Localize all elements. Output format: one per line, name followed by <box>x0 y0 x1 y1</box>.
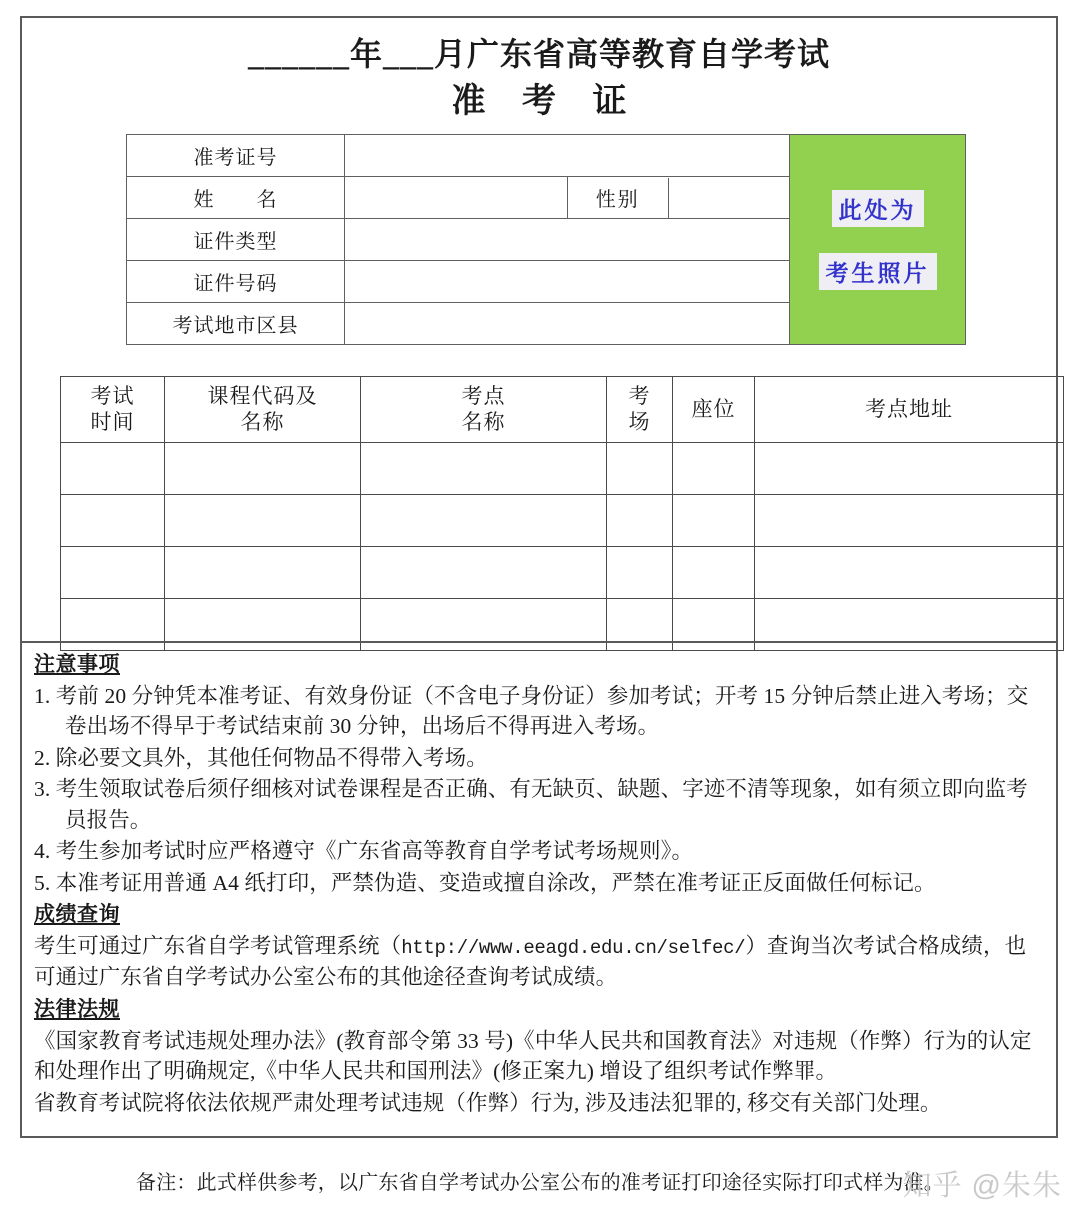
value-name[interactable] <box>345 177 568 219</box>
table-row <box>61 495 1064 547</box>
cell-room[interactable] <box>607 495 673 547</box>
page-title-line2: 准 考 证 <box>451 83 641 120</box>
cell-address[interactable] <box>755 443 1064 495</box>
table-row <box>61 547 1064 599</box>
cell-address[interactable] <box>755 547 1064 599</box>
cell-site-name[interactable] <box>361 495 607 547</box>
watermark: 知乎 @朱朱 <box>902 1170 1062 1202</box>
col-header-room-l1: 考 <box>628 383 651 408</box>
page-title-line1: ______年___月广东省高等教育自学考试 <box>247 36 830 72</box>
col-header-seat-l1: 座位 <box>691 396 736 421</box>
score-query-text-before: 考生可通过广东省自学考试管理系统（ <box>34 934 402 959</box>
label-exam-district: 考试地市区县 <box>127 303 345 345</box>
label-id-type: 证件类型 <box>127 219 345 261</box>
cell-room[interactable] <box>607 443 673 495</box>
label-name: 姓 名 <box>127 177 345 219</box>
cell-course[interactable] <box>165 443 361 495</box>
candidate-info-table <box>126 134 966 345</box>
col-header-course <box>165 377 361 443</box>
value-gender[interactable] <box>668 178 789 218</box>
cell-address[interactable] <box>755 495 1064 547</box>
title-block <box>22 18 1056 123</box>
table-header-row <box>61 377 1064 443</box>
section-divider <box>22 641 1056 643</box>
col-header-room-l2: 场 <box>628 409 651 434</box>
admission-ticket-document <box>20 16 1058 1138</box>
table-row <box>61 443 1064 495</box>
cell-seat[interactable] <box>673 443 755 495</box>
cell-course[interactable] <box>165 495 361 547</box>
footer-note: 备注：此式样供参考，以广东省自学考试办公室公布的准考证打印途径实际打印式样为准。 <box>136 1172 944 1194</box>
score-query-url[interactable]: http://www.eeagd.edu.cn/selfec/ <box>401 937 746 960</box>
cell-exam-time[interactable] <box>61 547 165 599</box>
cell-site-name[interactable] <box>361 547 607 599</box>
photo-placeholder-line2: 考生照片 <box>819 253 937 290</box>
col-header-site-name-l1: 考点 <box>461 383 506 408</box>
photo-placeholder-line1: 此处为 <box>832 190 924 227</box>
notice-item-3: 3. 考生领取试卷后须仔细核对试卷课程是否正确、有无缺页、缺题、字迹不清等现象，如有须立即向监考员报告。 <box>34 777 1028 832</box>
cell-exam-time[interactable] <box>61 495 165 547</box>
score-query-text-after: ）查询当次考试合格成绩，也可通过广东省自学考试办公室公布的其他途径查询考试成绩。 <box>34 934 1027 990</box>
value-admission-number[interactable] <box>345 135 790 177</box>
notice-item-4: 4. 考生参加考试时应严格遵守《广东省高等教育自学考试考场规则》。 <box>34 839 694 864</box>
notice-item-2: 2. 除必要文具外，其他任何物品不得带入考场。 <box>34 745 488 770</box>
col-header-exam-time-l2: 时间 <box>90 409 135 434</box>
table-row <box>127 135 966 177</box>
value-exam-district[interactable] <box>345 303 790 345</box>
col-header-address-l1: 考点地址 <box>865 396 953 421</box>
score-query-text <box>34 931 1046 992</box>
legal-heading: 法律法规 <box>34 997 120 1021</box>
cell-room[interactable] <box>607 547 673 599</box>
col-header-course-l1: 课程代码及 <box>207 383 318 408</box>
cell-seat[interactable] <box>673 495 755 547</box>
col-header-exam-time-l1: 考试 <box>90 383 135 408</box>
notice-item-5: 5. 本准考证用普通 A4 纸打印，严禁伪造、变造或擅自涂改，严禁在准考证正反面做任何标记。 <box>34 870 936 895</box>
candidate-photo-placeholder <box>790 135 966 345</box>
col-header-site-name-l2: 名称 <box>461 409 506 434</box>
col-header-site-name <box>361 377 607 443</box>
col-header-address <box>755 377 1064 443</box>
cell-exam-time[interactable] <box>61 443 165 495</box>
cell-seat[interactable] <box>673 547 755 599</box>
notice-heading: 注意事项 <box>34 653 120 676</box>
col-header-seat <box>673 377 755 443</box>
label-gender: 性别 <box>568 178 669 218</box>
value-id-type[interactable] <box>345 219 790 261</box>
exam-schedule-table <box>60 376 1064 651</box>
col-header-exam-time <box>61 377 165 443</box>
cell-course[interactable] <box>165 547 361 599</box>
col-header-room <box>607 377 673 443</box>
cell-site-name[interactable] <box>361 443 607 495</box>
label-id-number: 证件号码 <box>127 261 345 303</box>
score-query-heading: 成绩查询 <box>34 903 120 927</box>
legal-paragraph-1: 《国家教育考试违规处理办法》(教育部令第 33 号)《中华人民共和国教育法》对违规（作弊）行为的认定和处理作出了明确规定,《中华人民共和国刑法》(修正案九) 增设了组织考试作弊罪。 <box>34 1028 1032 1084</box>
label-admission-number: 准考证号 <box>127 135 345 177</box>
notes-section <box>34 648 1046 1119</box>
value-id-number[interactable] <box>345 261 790 303</box>
col-header-course-l2: 名称 <box>240 409 285 434</box>
notice-item-1: 1. 考前 20 分钟凭本准考证、有效身份证（不含电子身份证）参加考试；开考 15 分钟后禁止进入考场；交卷出场不得早于考试结束前 30 分钟，出场后不得再进入考场。 <box>34 683 1029 739</box>
legal-paragraph-2: 省教育考试院将依法依规严肃处理考试违规（作弊）行为, 涉及违法犯罪的, 移交有关部门处理。 <box>34 1090 942 1115</box>
